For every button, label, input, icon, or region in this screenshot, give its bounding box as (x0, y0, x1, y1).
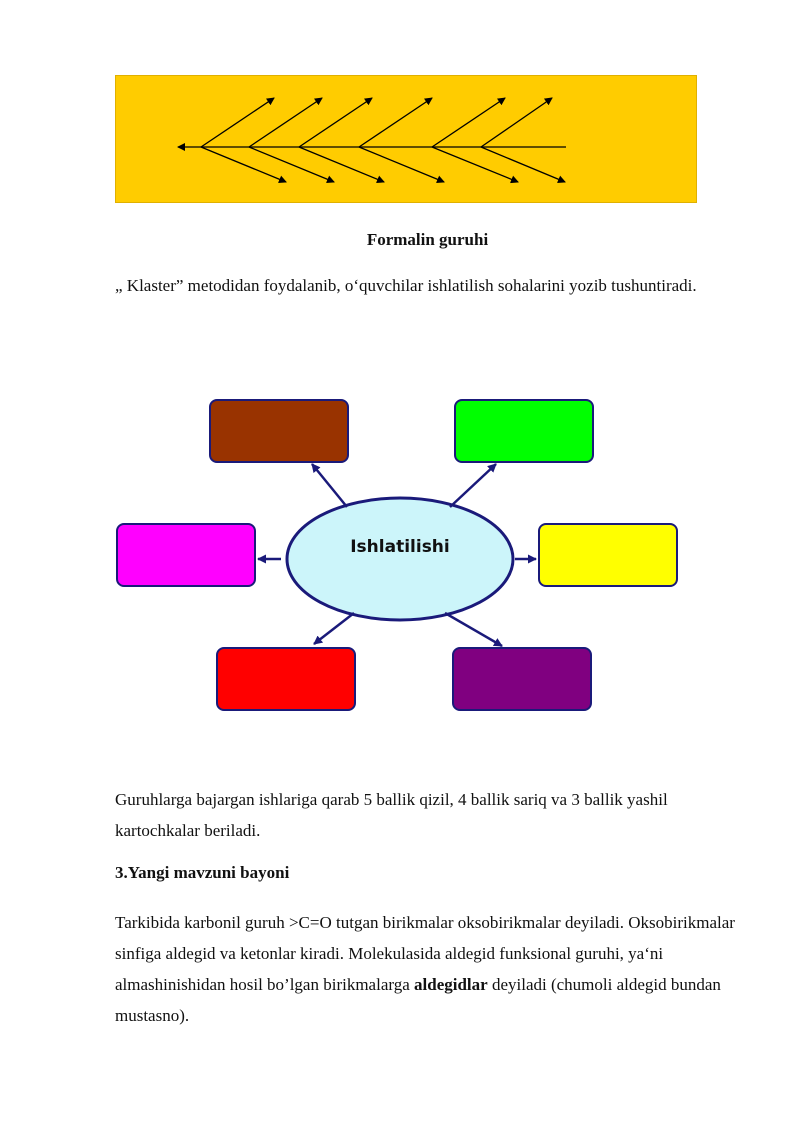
cluster-box-middle-right (538, 523, 678, 587)
cluster-center-label: Ishlatilishi (350, 537, 450, 557)
center-ellipse (287, 498, 513, 620)
grading-paragraph: Guruhlarga bajargan ishlariga qarab 5 ballik qizil, 4 ballik sariq va 3 ballik yashil kartochkalar beriladi. (115, 790, 668, 840)
section-title: Yangi mavzuni bayoni (127, 863, 290, 882)
term-aldegidlar: aldegidlar (414, 975, 488, 994)
definition-text-end: deyiladi (chumoli aldegid bundan mustasno). (115, 975, 721, 1025)
figure-caption: Formalin guruhi (366, 230, 489, 249)
fishbone-arrows (116, 76, 698, 204)
definition-text-start: Tarkibida karbonil guruh >C=O tutgan birikmalar oksobirikmalar deyiladi. Oksobirikmalar sinfiga aldegid va ketonlar kiradi. Molekulasida aldegid funksional guruhi, ya‘ni almashinishidan hosil bo’lgan birikmalarga (115, 913, 735, 994)
cluster-box-top-left (209, 399, 349, 463)
section-heading (115, 863, 289, 883)
intro-paragraph: „ Klaster” metodidan foydalanib, o‘quvchilar ishlatilish sohalarini yozib tushuntiradi. (115, 276, 697, 295)
cluster-box-bottom-right (452, 647, 592, 711)
section-number: 3. (115, 863, 128, 882)
cluster-diagram (0, 380, 800, 740)
cluster-box-middle-left (116, 523, 256, 587)
definition-paragraph (115, 907, 743, 1031)
cluster-box-bottom-left (216, 647, 356, 711)
fishbone-diagram (115, 75, 697, 203)
cluster-box-top-right (454, 399, 594, 463)
